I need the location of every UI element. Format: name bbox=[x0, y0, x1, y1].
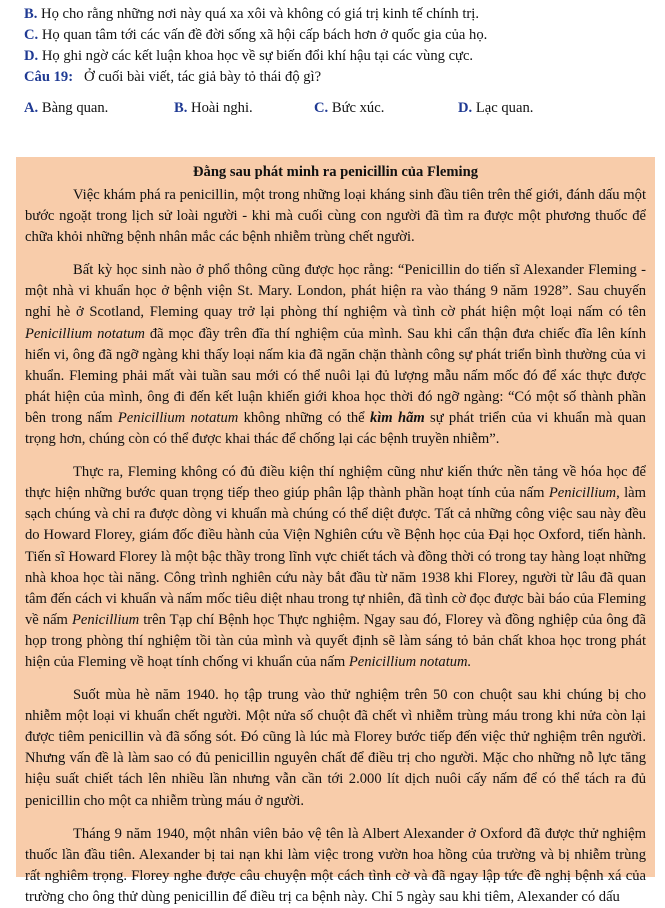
answer-text: Hoài nghi. bbox=[191, 100, 253, 116]
emphasized-word: kìm hãm bbox=[369, 409, 425, 426]
text-run: , làm sạch chúng và chỉ ra được dòng vi khuẩn mà chúng có thể diệt được. Tất cả những công việc sau này đều do Howard Florey, giám đốc điều hành của Viện Nghiên cứu về Bệnh học của Đại học Oxford, tiến hành. Tiến sĩ Howard Florey là một bậc thầy trong lĩnh vực chiết tách và đồng thời có trong tay hàng loạt những nhà khoa học tài năng. Công trình nghiên cứu này bắt đầu từ năm 1938 khi Florey, người từ lâu đã quan tâm đến cách vi khuẩn và nấm mốc tiêu diệt nhau trong tự nhiên, đã tình cờ đọc được bài báo của Fleming về nấm bbox=[25, 485, 646, 628]
passage-paragraph-5: Tháng 9 năm 1940, một nhân viên bảo vệ tên là Albert Alexander ở Oxford đã được thử nghiệm thuốc lần đầu tiên. Alexander bị tai nạn khi làm việc trong vườn hoa hồng của trường và bị nhiễm trùng rất nghiêm trọng. Florey nghe được câu chuyện một cách tình cờ và đã ngay lập tức đề nghị bệnh xá của trường cho ông thử dùng penicillin để điều trị ca bệnh này. Chỉ 5 ngày sau khi tiêm, Alexander có dấu bbox=[25, 825, 646, 905]
option-text: Họ ghi ngờ các kết luận khoa học về sự biến đổi khí hậu tại các vùng cực. bbox=[41, 48, 474, 64]
passage-paragraph-3 bbox=[25, 462, 646, 673]
species-name: Penicillium notatum. bbox=[348, 653, 472, 670]
text-run: không những có thể bbox=[238, 409, 370, 426]
passage-paragraph-4: Suốt mùa hè năm 1940. họ tập trung vào thử nghiệm trên 50 con chuột sau khi chúng bị cho nhiễm một loại vi khuẩn chết người. Một nửa số chuột đã chết vì nhiễm trùng máu trong khi nửa còn lại được tiêm penicillin và đã sống sót. Đó cũng là lúc mà Florey bước tiếp đến việc thử nghiệm trên người. Nhưng vấn đề là làm sao có đủ penicillin nguyên chất để điều trị cho người. Mặc cho những nỗ lực tăng hiệu suất chiết tách lên nhiều lần nhưng vẫn cần tới 2.000 lít dịch nuôi cấy nấm để có thể tách ra đủ penicillin cho một ca nhiễm trùng máu ở người. bbox=[25, 687, 646, 809]
answer-letter: D. bbox=[458, 100, 473, 116]
answer-choices bbox=[24, 100, 649, 120]
text-run: sự phát triển của vi khuẩn mà quan trọng hơn, chúng còn có thể được khai thác để chống lại các bệnh truyền nhiễm”. bbox=[25, 409, 646, 448]
answer-letter: A. bbox=[24, 100, 39, 116]
text-run: Thực ra, Fleming không có đủ điều kiện thí nghiệm cũng như kiến thức nền tảng về hóa học để thực hiện những bước quan trọng tiếp theo giúp phân lập thành phần hoạt tính của nấm bbox=[25, 464, 646, 502]
option-d-line bbox=[24, 46, 649, 67]
text-run: đã mọc đầy trên đĩa thí nghiệm của mình. Sau khi cẩn thận đưa chiếc đĩa lên kính hiển vi, ông đã ngỡ ngàng khi thấy loại nấm kia đã ngăn chặn thành công sự phát triển bình thường của vi khuẩn. Fleming phải mất vài tuần sau mới có thể nuôi lại đủ lượng mẫu nấm mốc đó để xác thực được phát hiện của mình, ông đi đến kết luận khiến giới khoa học thời đó ngỡ ngàng: “Có một số thành phần bên trong nấm bbox=[25, 325, 647, 426]
text-run: trên Tạp chí Bệnh học Thực nghiệm. Ngay sau đó, Florey và đồng nghiệp của ông đã họp trong phòng thí nghiệm tồi tàn của mình và quyết định sẽ làm sáng tỏ bản chất khoa học trong phát hiện của Fleming về hoạt tính chống vi khuẩn của nấm bbox=[25, 611, 647, 670]
answer-text: Bức xúc. bbox=[331, 100, 385, 116]
passage-paragraph-1: Việc khám phá ra penicillin, một trong những loại kháng sinh đầu tiên trên thế giới, đánh dấu một bước ngoặt trong lịch sử loài người - khi mà cuối cùng con người đã tìm ra được một phương thuốc để chữa khỏi những bệnh nhân mắc các bệnh nhiễm trùng chết người. bbox=[25, 187, 646, 246]
option-c-line bbox=[24, 25, 649, 46]
answer-letter: C. bbox=[314, 100, 329, 116]
question-number: Câu 19: bbox=[24, 69, 74, 85]
answer-b[interactable] bbox=[174, 100, 253, 117]
answer-letter: B. bbox=[174, 100, 188, 116]
answer-text: Bàng quan. bbox=[41, 100, 109, 116]
question-19 bbox=[24, 67, 649, 88]
question-text: Ở cuối bài viết, tác giả bày tỏ thái độ gì? bbox=[84, 69, 322, 85]
species-name: Penicillium bbox=[548, 485, 617, 502]
answer-c[interactable] bbox=[314, 100, 384, 117]
passage-title: Đằng sau phát minh ra penicillin của Fleming bbox=[192, 164, 479, 180]
answer-a[interactable] bbox=[24, 100, 108, 117]
reading-passage bbox=[16, 157, 655, 905]
option-letter: B. bbox=[24, 6, 38, 22]
answer-text: Lạc quan. bbox=[475, 100, 534, 116]
text-run: Bất kỳ học sinh nào ở phổ thông cũng được học rằng: “Penicillin do tiến sĩ Alexander Fleming - một nhà vi khuẩn học ở bệnh viện St. Mary. London, phát hiện ra vào tháng 9 năm 1928”. Sau chuyến nghỉ hè ở Scotland, Fleming quay trở lại phòng thí nghiệm và tình cờ phát hiện một loại nấm có tên bbox=[25, 262, 646, 321]
option-b-line bbox=[24, 4, 649, 25]
species-name: Penicillium notatum bbox=[117, 409, 239, 426]
species-name: Penicillium bbox=[71, 611, 140, 628]
option-letter: C. bbox=[24, 27, 39, 43]
option-text: Họ quan tâm tới các vấn đề đời sống xã hội cấp bách hơn ở quốc gia của họ. bbox=[41, 27, 488, 43]
option-text: Họ cho rằng những nơi này quá xa xôi và không có giá trị kinh tế chính trị. bbox=[41, 6, 479, 22]
passage-paragraph-2 bbox=[25, 260, 646, 450]
species-name: Penicillium notatum bbox=[25, 325, 145, 342]
option-letter: D. bbox=[24, 48, 39, 64]
answer-d[interactable] bbox=[458, 100, 533, 117]
previous-question-options bbox=[24, 4, 649, 88]
